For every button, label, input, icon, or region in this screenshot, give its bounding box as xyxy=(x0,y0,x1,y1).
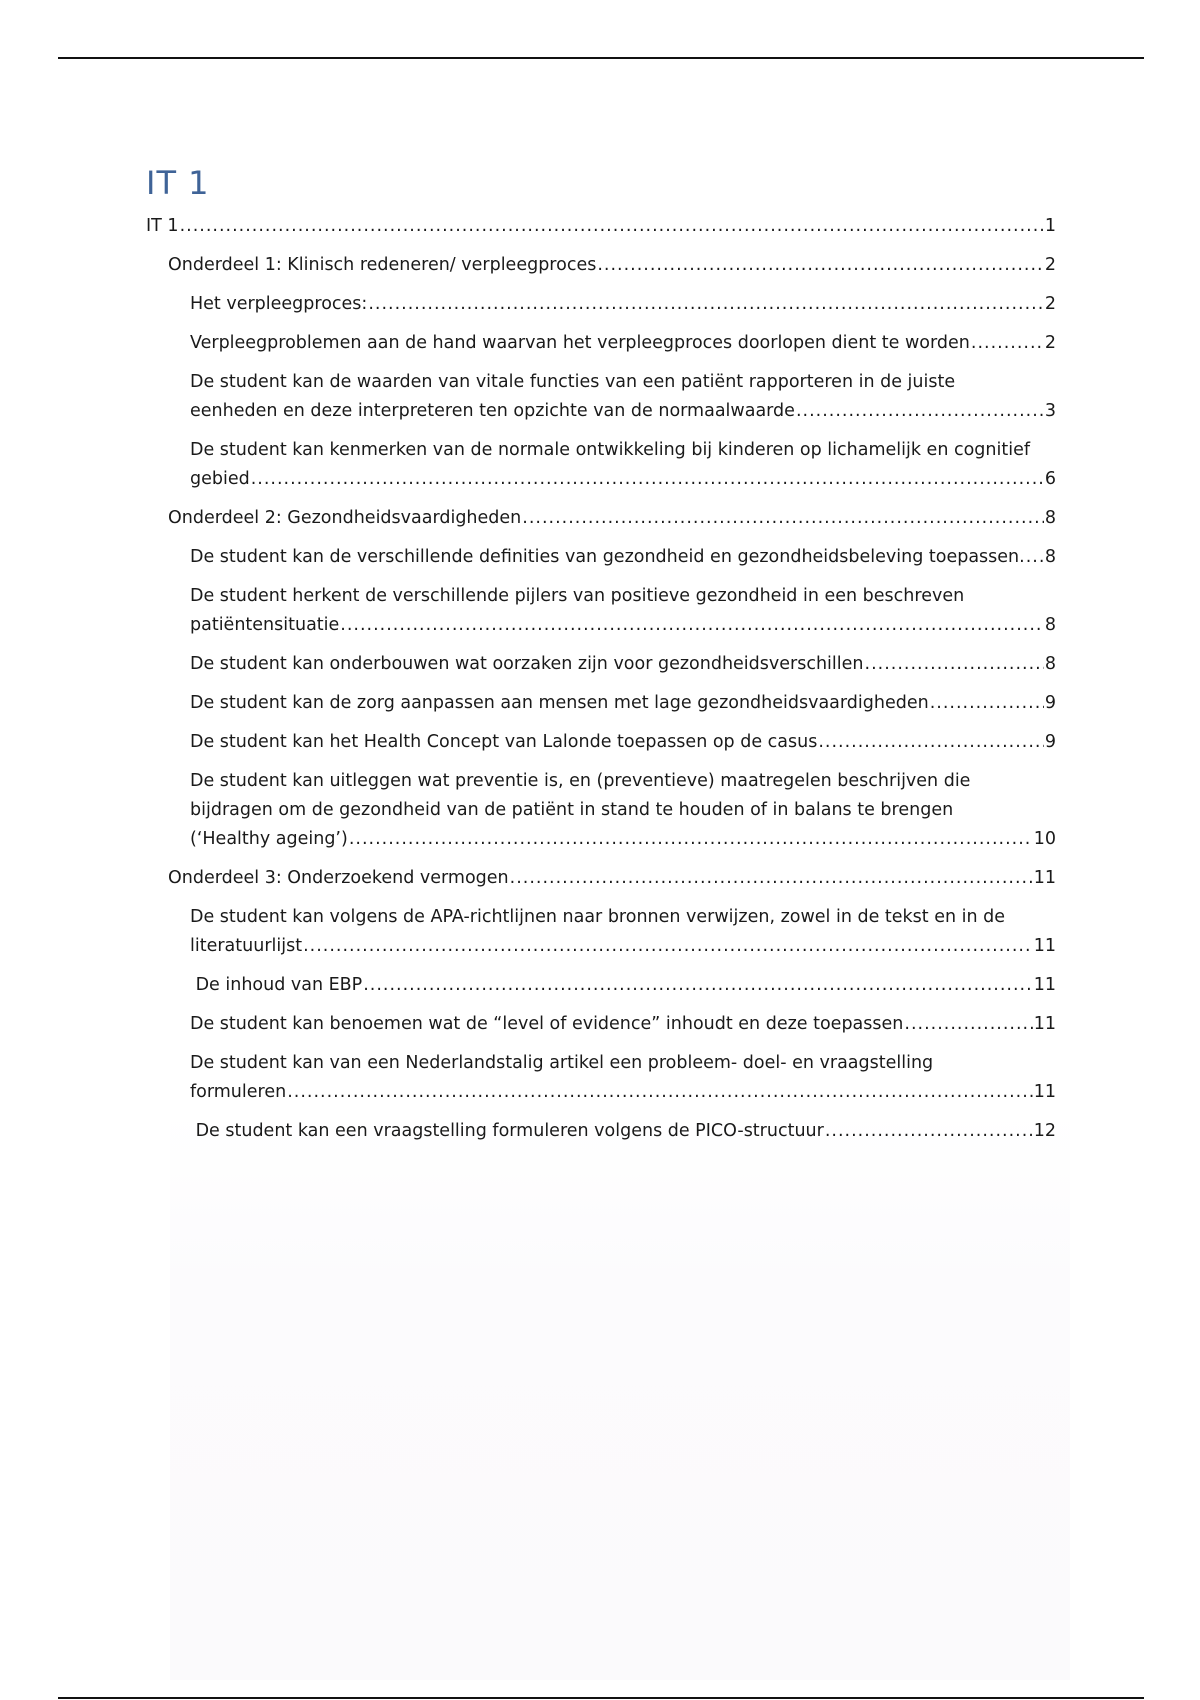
header-rule xyxy=(58,57,1144,59)
toc-entry-row xyxy=(190,611,1056,640)
toc-entry-text: De student kan van een Nederlandstalig artikel een probleem- doel- en vraagstelling xyxy=(190,1053,934,1073)
toc-entry[interactable] xyxy=(146,903,1056,961)
toc-page-number: 11 xyxy=(1033,1014,1056,1034)
toc-entry-row xyxy=(168,251,1056,280)
toc-entry-row xyxy=(168,864,1056,893)
toc-entry[interactable] xyxy=(146,368,1056,426)
toc-entry[interactable] xyxy=(146,504,1056,533)
toc-entry-row xyxy=(190,397,1056,426)
toc-entry[interactable] xyxy=(146,582,1056,640)
toc-entry-text: gebied xyxy=(190,469,250,489)
page-background xyxy=(170,1110,1070,1680)
toc-page-number: 3 xyxy=(1044,401,1056,421)
toc-entry-text: patiëntensituatie xyxy=(190,615,340,635)
toc-entry-text: De student herkent de verschillende pijlers van positieve gezondheid in een beschreven xyxy=(190,586,965,606)
toc-entry-row xyxy=(190,971,1056,1000)
dot-leader xyxy=(287,1078,1033,1107)
toc-entry-text: De student kan de waarden van vitale functies van een patiënt rapporteren in de juiste xyxy=(190,372,956,392)
toc-page-number: 8 xyxy=(1044,654,1056,674)
toc-entry[interactable] xyxy=(146,329,1056,358)
toc-entry-text: De student kan benoemen wat de “level of evidence” inhoudt en deze toepassen xyxy=(190,1014,904,1034)
toc-page-number: 8 xyxy=(1044,547,1056,567)
toc-entry-row xyxy=(190,650,1056,679)
toc-entry-row xyxy=(190,932,1056,961)
toc-entry-row xyxy=(190,825,1056,854)
toc-entry[interactable] xyxy=(146,1049,1056,1107)
dot-leader xyxy=(818,728,1044,757)
toc-entry-text: IT 1 xyxy=(146,216,179,236)
toc-entry-row xyxy=(190,1078,1056,1107)
dot-leader xyxy=(597,251,1044,280)
toc-entry-text: (‘Healthy ageing’) xyxy=(190,829,348,849)
dot-leader xyxy=(971,329,1044,358)
toc-entry-text: Het verpleegproces: xyxy=(190,294,368,314)
toc-entry[interactable] xyxy=(146,767,1056,854)
toc-entry-text: De student kan de zorg aanpassen aan mensen met lage gezondheidsvaardigheden xyxy=(190,693,929,713)
toc-page-number: 11 xyxy=(1033,975,1056,995)
toc-entry-text: literatuurlijst xyxy=(190,936,303,956)
toc-heading: IT 1 xyxy=(146,164,210,202)
toc-entry[interactable] xyxy=(146,728,1056,757)
toc-page-number: 9 xyxy=(1044,732,1056,752)
dot-leader xyxy=(180,212,1044,241)
toc-entry[interactable] xyxy=(146,650,1056,679)
footer-rule xyxy=(58,1697,1144,1699)
toc-page-number: 1 xyxy=(1044,216,1056,236)
toc-entry-text: bijdragen om de gezondheid van de patiënt in stand te houden of in balans te brengen xyxy=(190,800,954,820)
toc-entry-row xyxy=(190,465,1056,494)
toc-page-number: 12 xyxy=(1033,1121,1056,1141)
toc-page-number: 2 xyxy=(1044,333,1056,353)
toc-entry-text: Onderdeel 1: Klinisch redeneren/ verpleegproces xyxy=(168,255,597,275)
toc-entry-row xyxy=(190,1010,1056,1039)
toc-entry-row xyxy=(190,329,1056,358)
toc-entry[interactable] xyxy=(146,436,1056,494)
toc-entry-row xyxy=(146,212,1056,241)
toc-entry-row xyxy=(190,543,1056,572)
toc-entry[interactable] xyxy=(146,212,1056,241)
dot-leader xyxy=(510,864,1033,893)
toc-page-number: 8 xyxy=(1044,615,1056,635)
toc-entry-text: De student kan uitleggen wat preventie is, en (preventieve) maatregelen beschrijven die xyxy=(190,771,971,791)
toc-entry-text: formuleren xyxy=(190,1082,287,1102)
toc-entry-text: De inhoud van EBP xyxy=(190,975,363,995)
toc-entry-text: eenheden en deze interpreteren ten opzichte van de normaalwaarde xyxy=(190,401,795,421)
toc-entry-text: Onderdeel 2: Gezondheidsvaardigheden xyxy=(168,508,522,528)
toc-entry[interactable] xyxy=(146,864,1056,893)
toc-page-number: 11 xyxy=(1033,868,1056,888)
dot-leader xyxy=(251,465,1044,494)
toc-entry-row xyxy=(190,689,1056,718)
toc-entry-row xyxy=(190,728,1056,757)
toc-page-number: 6 xyxy=(1044,469,1056,489)
toc-page-number: 8 xyxy=(1044,508,1056,528)
toc-page-number: 10 xyxy=(1033,829,1056,849)
dot-leader xyxy=(904,1010,1032,1039)
dot-leader xyxy=(303,932,1033,961)
toc-entry-text: De student kan het Health Concept van Lalonde toepassen op de casus xyxy=(190,732,818,752)
dot-leader xyxy=(340,611,1044,640)
dot-leader xyxy=(825,1117,1033,1146)
toc-entry-text: Onderdeel 3: Onderzoekend vermogen xyxy=(168,868,509,888)
toc-entry-row xyxy=(190,1117,1056,1146)
toc-entry[interactable] xyxy=(146,1010,1056,1039)
table-of-contents xyxy=(146,212,1056,1156)
toc-entry-text: Verpleegproblemen aan de hand waarvan het verpleegproces doorlopen dient te worden xyxy=(190,333,970,353)
toc-page-number: 11 xyxy=(1033,1082,1056,1102)
toc-entry-text: De student kan een vraagstelling formuleren volgens de PICO-structuur xyxy=(190,1121,824,1141)
toc-entry[interactable] xyxy=(146,543,1056,572)
dot-leader xyxy=(1026,543,1044,572)
dot-leader xyxy=(865,650,1044,679)
toc-entry-text: De student kan onderbouwen wat oorzaken zijn voor gezondheidsverschillen xyxy=(190,654,864,674)
dot-leader xyxy=(349,825,1033,854)
toc-page-number: 11 xyxy=(1033,936,1056,956)
toc-entry-text: De student kan kenmerken van de normale ontwikkeling bij kinderen op lichamelijk en cognitief xyxy=(190,440,1031,460)
toc-entry-row xyxy=(190,290,1056,319)
dot-leader xyxy=(363,971,1032,1000)
dot-leader xyxy=(796,397,1044,426)
toc-entry[interactable] xyxy=(146,290,1056,319)
toc-entry[interactable] xyxy=(146,971,1056,1000)
dot-leader xyxy=(368,290,1044,319)
dot-leader xyxy=(522,504,1044,533)
toc-entry[interactable] xyxy=(146,251,1056,280)
toc-entry-row xyxy=(168,504,1056,533)
toc-entry-text: De student kan de verschillende definities van gezondheid en gezondheidsbeleving toepassen. xyxy=(190,547,1025,567)
toc-entry-text: De student kan volgens de APA-richtlijnen naar bronnen verwijzen, zowel in de tekst en in de xyxy=(190,907,1006,927)
toc-entry[interactable] xyxy=(146,1117,1056,1146)
toc-page-number: 2 xyxy=(1044,294,1056,314)
toc-entry[interactable] xyxy=(146,689,1056,718)
dot-leader xyxy=(930,689,1044,718)
toc-page-number: 2 xyxy=(1044,255,1056,275)
toc-page-number: 9 xyxy=(1044,693,1056,713)
